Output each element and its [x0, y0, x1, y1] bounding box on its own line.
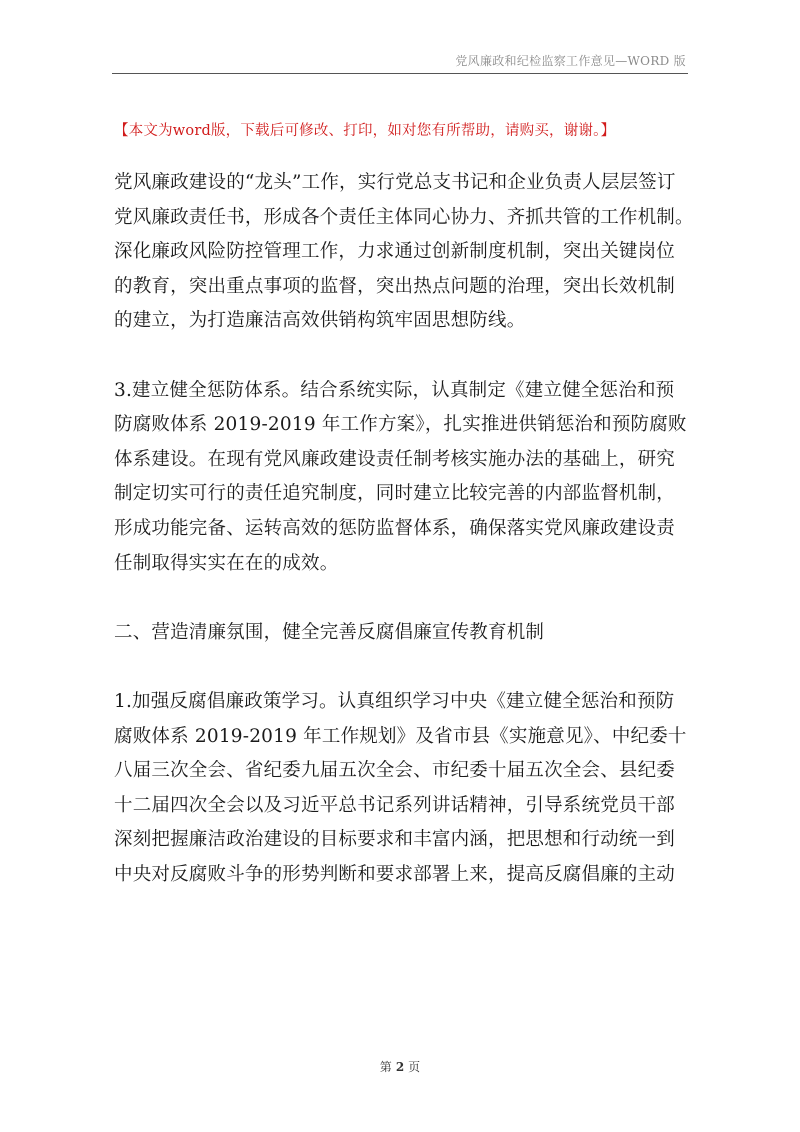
page-label-suffix: 页: [408, 1060, 421, 1074]
text-line: 体系建设。在现有党风廉政建设责任制考核实施办法的基础上，研究: [114, 448, 676, 470]
paragraph-1: [114, 166, 694, 339]
page-number: 2: [395, 1060, 405, 1074]
paragraph-gap: [114, 339, 694, 374]
text-line: 形成功能完备、运转高效的惩防监督体系，确保落实党风廉政建设责: [114, 517, 676, 539]
text-line: 腐败体系 2019-2019 年工作规划》及省市县《实施意见》、中纪委十: [114, 725, 687, 747]
text-line: 党风廉政建设的“龙头”工作，实行党总支书记和企业负责人层层签订: [114, 172, 676, 193]
section-heading: [114, 616, 694, 651]
body-text: [114, 166, 694, 892]
text-line: 中央对反腐败斗争的形势判断和要求部署上来，提高反腐倡廉的主动: [114, 863, 676, 885]
header-divider: [112, 73, 688, 74]
text-line: 的建立，为打造廉洁高效供销构筑牢固思想防线。: [114, 310, 526, 332]
text-line: 八届三次全会、省纪委九届五次全会、市纪委十届五次全会、县纪委: [114, 760, 676, 782]
text-line: 十二届四次全会以及习近平总书记系列讲话精神，引导系统党员干部: [114, 794, 676, 816]
text-line: 深化廉政风险防控管理工作，力求通过创新制度机制，突出关键岗位: [114, 241, 676, 263]
text-line: 制定切实可行的责任追究制度，同时建立比较完善的内部监督机制，: [114, 483, 676, 505]
purchase-notice: 【本文为word版，下载后可修改、打印，如对您有所帮助，请购买，谢谢。】: [114, 123, 616, 139]
heading-line: 二、营造清廉氛围，健全完善反腐倡廉宣传教育机制: [114, 621, 545, 643]
page-footer: [0, 1058, 800, 1075]
page-label-prefix: 第: [379, 1060, 392, 1074]
paragraph-gap: [114, 650, 694, 685]
text-line: 防腐败体系 2019-2019 年工作方案》，扎实推进供销惩治和预防腐败: [114, 414, 687, 436]
text-line: 党风廉政责任书，形成各个责任主体同心协力、齐抓共管的工作机制。: [114, 206, 694, 228]
text-line: 深刻把握廉洁政治建设的目标要求和丰富内涵，把思想和行动统一到: [114, 829, 676, 851]
running-header: 党风廉政和纪检监察工作意见—WORD 版: [455, 54, 686, 68]
paragraph-2: [114, 374, 694, 582]
text-line: 的教育，突出重点事项的监督，突出热点问题的治理，突出长效机制: [114, 275, 676, 297]
text-line: 3.建立健全惩防体系。结合系统实际，认真制定《建立健全惩治和预: [114, 379, 675, 401]
text-line: 任制取得实实在在的成效。: [114, 552, 339, 574]
text-line: 1.加强反腐倡廉政策学习。认真组织学习中央《建立健全惩治和预防: [114, 690, 675, 712]
paragraph-3: [114, 685, 694, 893]
paragraph-gap: [114, 581, 694, 616]
